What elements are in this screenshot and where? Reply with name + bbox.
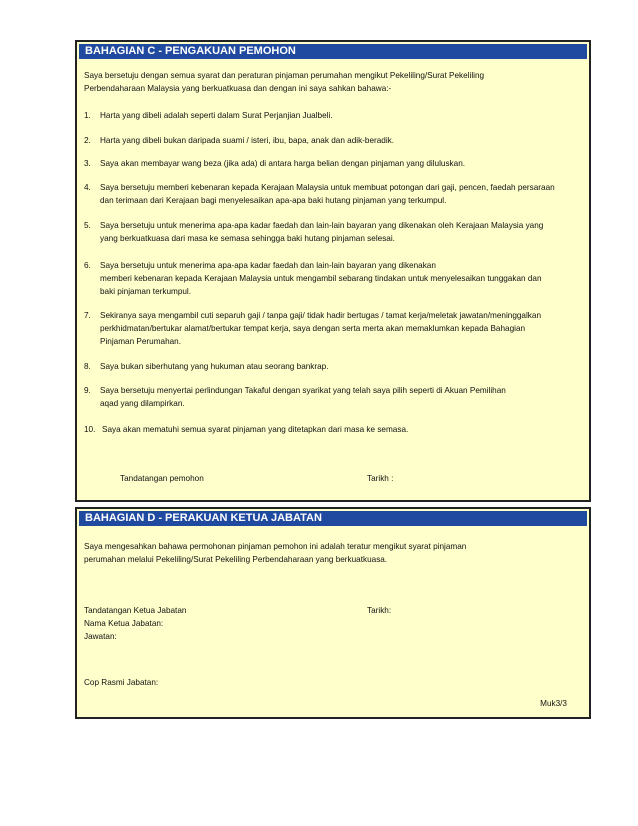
item-text: Pinjaman Perumahan. <box>100 337 182 346</box>
declaration-item <box>84 181 583 207</box>
declaration-item <box>84 134 583 147</box>
section-c-header: BAHAGIAN C - PENGAKUAN PEMOHON <box>79 44 587 59</box>
section-d-header: BAHAGIAN D - PERAKUAN KETUA JABATAN <box>79 511 587 526</box>
official-stamp-label: Cop Rasmi Jabatan: <box>84 678 159 687</box>
applicant-signature-label: Tandatangan pemohon <box>120 474 204 483</box>
item-text: dan terimaan dari Kerajaan bagi menyelesaikan apa-apa baki hutang pinjaman yang terkumpul. <box>100 196 447 205</box>
head-position-label: Jawatan: <box>84 632 117 641</box>
head-date-label: Tarikh: <box>367 606 392 615</box>
item-number: 2. <box>84 136 91 145</box>
declaration-item <box>84 219 583 245</box>
item-text: Harta yang dibeli adalah seperti dalam Surat Perjanjian Jualbeli. <box>100 111 333 120</box>
item-text: perkhidmatan/bertukar alamat/bertukar tempat kerja, saya dengan serta merta akan memaklumkan kepada Bahagian <box>100 324 526 333</box>
item-text: Saya akan mematuhi semua syarat pinjaman yang ditetapkan dari masa ke semasa. <box>102 425 409 434</box>
item-number: 4. <box>84 183 91 192</box>
section-d-intro <box>84 540 583 566</box>
item-text: Saya bersetuju memberi kebenaran kepada Kerajaan Malaysia untuk membuat potongan dari gaji, pencen, faedah persaraan <box>100 183 555 192</box>
head-name-label: Nama Ketua Jabatan: <box>84 619 164 628</box>
item-number: 8. <box>84 362 91 371</box>
item-number: 1. <box>84 111 91 120</box>
item-number: 9. <box>84 386 91 395</box>
item-number: 7. <box>84 311 91 320</box>
item-text: Harta yang dibeli bukan daripada suami / isteri, ibu, bapa, anak dan adik-beradik. <box>100 136 395 145</box>
intro-line: perumahan melalui Pekeliling/Surat Pekeliling Perbendaharaan yang berkuatkuasa. <box>84 555 388 564</box>
declaration-item <box>84 309 583 348</box>
declaration-item <box>84 109 583 122</box>
intro-line: Perbendaharaan Malaysia yang berkuatkuasa dan dengan ini saya sahkan bahawa:- <box>84 84 392 93</box>
declaration-item <box>84 259 583 298</box>
applicant-date-label: Tarikh : <box>367 474 394 483</box>
item-text: Saya bersetuju menyertai perlindungan Takaful dengan syarikat yang telah saya pilih seperti di Akuan Pemilihan <box>100 386 506 395</box>
head-signature-label: Tandatangan Ketua Jabatan <box>84 606 187 615</box>
item-text: Saya bukan siberhutang yang hukuman atau seorang bankrap. <box>100 362 329 371</box>
section-d-panel <box>75 507 591 719</box>
item-text: Sekiranya saya mengambil cuti separuh gaji / tanpa gaji/ tidak hadir bertugas / tamat kerja/meletak jawatan/meninggalkan <box>100 311 542 320</box>
declaration-item <box>84 157 583 170</box>
item-number: 3. <box>84 159 91 168</box>
item-text: Saya bersetuju untuk menerima apa-apa kadar faedah dan lain-lain bayaran yang dikenakan oleh Kerajaan Malaysia yang <box>100 221 544 230</box>
intro-line: Saya bersetuju dengan semua syarat dan peraturan pinjaman perumahan mengikut Pekeliling/Surat Pekeliling <box>84 71 485 80</box>
page-reference: Muk3/3 <box>540 699 567 708</box>
item-text: Saya akan membayar wang beza (jika ada) di antara harga belian dengan pinjaman yang diluluskan. <box>100 159 466 168</box>
item-number: 6. <box>84 261 91 270</box>
declaration-item <box>84 360 583 373</box>
item-text: Saya bersetuju untuk menerima apa-apa kadar faedah dan lain-lain bayaran yang dikenakan <box>100 261 436 270</box>
item-number: 5. <box>84 221 91 230</box>
item-number: 10. <box>84 425 96 434</box>
item-text: baki pinjaman terkumpul. <box>100 287 192 296</box>
declaration-item <box>84 423 583 436</box>
section-c-intro <box>84 69 583 95</box>
item-text: aqad yang dilampirkan. <box>100 399 185 408</box>
declaration-item <box>84 384 583 410</box>
section-c-panel <box>75 40 591 502</box>
intro-line: Saya mengesahkan bahawa permohonan pinjaman pemohon ini adalah teratur mengikut syarat pinjaman <box>84 542 467 551</box>
item-text: yang berkuatkuasa dari masa ke semasa sehingga baki hutang pinjaman selesai. <box>100 234 395 243</box>
item-text: memberi kebenaran kepada Kerajaan Malaysia untuk mengambil sebarang tindakan untuk menyelesaikan tunggakan dan <box>100 274 542 283</box>
